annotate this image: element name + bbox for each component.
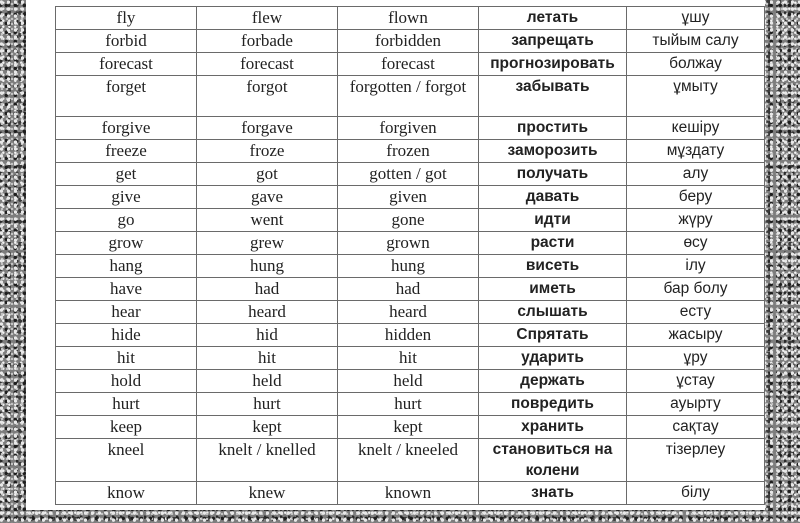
table-body bbox=[56, 7, 765, 505]
base-form-cell: forgive bbox=[56, 117, 197, 140]
past-participle-cell: known bbox=[338, 482, 479, 505]
past-participle-cell: forgotten / forgot bbox=[338, 76, 479, 117]
russian-translation-cell: заморозить bbox=[479, 140, 627, 163]
kazakh-translation-cell: мұздату bbox=[627, 140, 765, 163]
russian-translation-cell: запрещать bbox=[479, 30, 627, 53]
base-form-cell: grow bbox=[56, 232, 197, 255]
past-participle-cell: forgiven bbox=[338, 117, 479, 140]
table-row bbox=[56, 30, 765, 53]
base-form-cell: know bbox=[56, 482, 197, 505]
russian-translation-cell: давать bbox=[479, 186, 627, 209]
past-simple-cell: froze bbox=[197, 140, 338, 163]
base-form-cell: fly bbox=[56, 7, 197, 30]
table-row bbox=[56, 347, 765, 370]
table-row bbox=[56, 7, 765, 30]
kazakh-translation-cell: өсу bbox=[627, 232, 765, 255]
base-form-cell: forbid bbox=[56, 30, 197, 53]
past-participle-cell: knelt / kneeled bbox=[338, 439, 479, 482]
kazakh-translation-cell: сақтау bbox=[627, 416, 765, 439]
russian-translation-cell: получать bbox=[479, 163, 627, 186]
table-row bbox=[56, 76, 765, 117]
table-row bbox=[56, 186, 765, 209]
past-participle-cell: had bbox=[338, 278, 479, 301]
russian-translation-cell: простить bbox=[479, 117, 627, 140]
russian-translation-cell: знать bbox=[479, 482, 627, 505]
past-participle-cell: forbidden bbox=[338, 30, 479, 53]
past-simple-cell: forgave bbox=[197, 117, 338, 140]
past-simple-cell: kept bbox=[197, 416, 338, 439]
past-simple-cell: forbade bbox=[197, 30, 338, 53]
table-row bbox=[56, 439, 765, 482]
past-participle-cell: flown bbox=[338, 7, 479, 30]
past-simple-cell: had bbox=[197, 278, 338, 301]
table-row bbox=[56, 53, 765, 76]
past-participle-cell: gotten / got bbox=[338, 163, 479, 186]
kazakh-translation-cell: жасыру bbox=[627, 324, 765, 347]
kazakh-translation-cell: ауырту bbox=[627, 393, 765, 416]
kazakh-translation-cell: білу bbox=[627, 482, 765, 505]
kazakh-translation-cell: тізерлеу bbox=[627, 439, 765, 482]
past-participle-cell: given bbox=[338, 186, 479, 209]
base-form-cell: hear bbox=[56, 301, 197, 324]
past-participle-cell: hidden bbox=[338, 324, 479, 347]
table-row bbox=[56, 370, 765, 393]
table-row bbox=[56, 324, 765, 347]
kazakh-translation-cell: ұмыту bbox=[627, 76, 765, 117]
base-form-cell: have bbox=[56, 278, 197, 301]
kazakh-translation-cell: алу bbox=[627, 163, 765, 186]
table-row bbox=[56, 393, 765, 416]
past-simple-cell: went bbox=[197, 209, 338, 232]
past-participle-cell: heard bbox=[338, 301, 479, 324]
base-form-cell: hang bbox=[56, 255, 197, 278]
past-simple-cell: flew bbox=[197, 7, 338, 30]
base-form-cell: forget bbox=[56, 76, 197, 117]
past-simple-cell: hid bbox=[197, 324, 338, 347]
past-participle-cell: hit bbox=[338, 347, 479, 370]
russian-translation-cell: Спрятать bbox=[479, 324, 627, 347]
base-form-cell: hold bbox=[56, 370, 197, 393]
past-simple-cell: got bbox=[197, 163, 338, 186]
russian-translation-cell: расти bbox=[479, 232, 627, 255]
past-participle-cell: kept bbox=[338, 416, 479, 439]
russian-translation-cell: летать bbox=[479, 7, 627, 30]
kazakh-translation-cell: ілу bbox=[627, 255, 765, 278]
base-form-cell: go bbox=[56, 209, 197, 232]
irregular-verbs-table bbox=[55, 6, 765, 505]
past-participle-cell: hung bbox=[338, 255, 479, 278]
table-row bbox=[56, 482, 765, 505]
past-participle-cell: forecast bbox=[338, 53, 479, 76]
past-simple-cell: hit bbox=[197, 347, 338, 370]
past-participle-cell: held bbox=[338, 370, 479, 393]
past-simple-cell: gave bbox=[197, 186, 338, 209]
past-simple-cell: knew bbox=[197, 482, 338, 505]
russian-translation-cell: идти bbox=[479, 209, 627, 232]
kazakh-translation-cell: ұру bbox=[627, 347, 765, 370]
kazakh-translation-cell: кешіру bbox=[627, 117, 765, 140]
base-form-cell: get bbox=[56, 163, 197, 186]
kazakh-translation-cell: бар болу bbox=[627, 278, 765, 301]
past-simple-cell: grew bbox=[197, 232, 338, 255]
kazakh-translation-cell: ұстау bbox=[627, 370, 765, 393]
table-row bbox=[56, 163, 765, 186]
table-row bbox=[56, 117, 765, 140]
russian-translation-cell: иметь bbox=[479, 278, 627, 301]
document-page bbox=[26, 0, 765, 510]
past-participle-cell: hurt bbox=[338, 393, 479, 416]
russian-translation-cell: становиться на колени bbox=[479, 439, 627, 482]
past-simple-cell: heard bbox=[197, 301, 338, 324]
table-row bbox=[56, 416, 765, 439]
russian-translation-cell: висеть bbox=[479, 255, 627, 278]
past-participle-cell: grown bbox=[338, 232, 479, 255]
past-participle-cell: frozen bbox=[338, 140, 479, 163]
kazakh-translation-cell: жүру bbox=[627, 209, 765, 232]
base-form-cell: freeze bbox=[56, 140, 197, 163]
past-simple-cell: forecast bbox=[197, 53, 338, 76]
table-row bbox=[56, 209, 765, 232]
base-form-cell: hide bbox=[56, 324, 197, 347]
past-simple-cell: hurt bbox=[197, 393, 338, 416]
past-simple-cell: knelt / knelled bbox=[197, 439, 338, 482]
base-form-cell: give bbox=[56, 186, 197, 209]
russian-translation-cell: прогнозировать bbox=[479, 53, 627, 76]
russian-translation-cell: хранить bbox=[479, 416, 627, 439]
past-simple-cell: forgot bbox=[197, 76, 338, 117]
table-row bbox=[56, 140, 765, 163]
base-form-cell: hurt bbox=[56, 393, 197, 416]
kazakh-translation-cell: ұшу bbox=[627, 7, 765, 30]
russian-translation-cell: повредить bbox=[479, 393, 627, 416]
table-row bbox=[56, 255, 765, 278]
kazakh-translation-cell: тыйым салу bbox=[627, 30, 765, 53]
kazakh-translation-cell: есту bbox=[627, 301, 765, 324]
table-row bbox=[56, 301, 765, 324]
base-form-cell: hit bbox=[56, 347, 197, 370]
past-simple-cell: hung bbox=[197, 255, 338, 278]
past-participle-cell: gone bbox=[338, 209, 479, 232]
base-form-cell: kneel bbox=[56, 439, 197, 482]
base-form-cell: keep bbox=[56, 416, 197, 439]
russian-translation-cell: ударить bbox=[479, 347, 627, 370]
russian-translation-cell: забывать bbox=[479, 76, 627, 117]
past-simple-cell: held bbox=[197, 370, 338, 393]
kazakh-translation-cell: болжау bbox=[627, 53, 765, 76]
russian-translation-cell: слышать bbox=[479, 301, 627, 324]
kazakh-translation-cell: беру bbox=[627, 186, 765, 209]
table-row bbox=[56, 232, 765, 255]
russian-translation-cell: держать bbox=[479, 370, 627, 393]
table-row bbox=[56, 278, 765, 301]
base-form-cell: forecast bbox=[56, 53, 197, 76]
